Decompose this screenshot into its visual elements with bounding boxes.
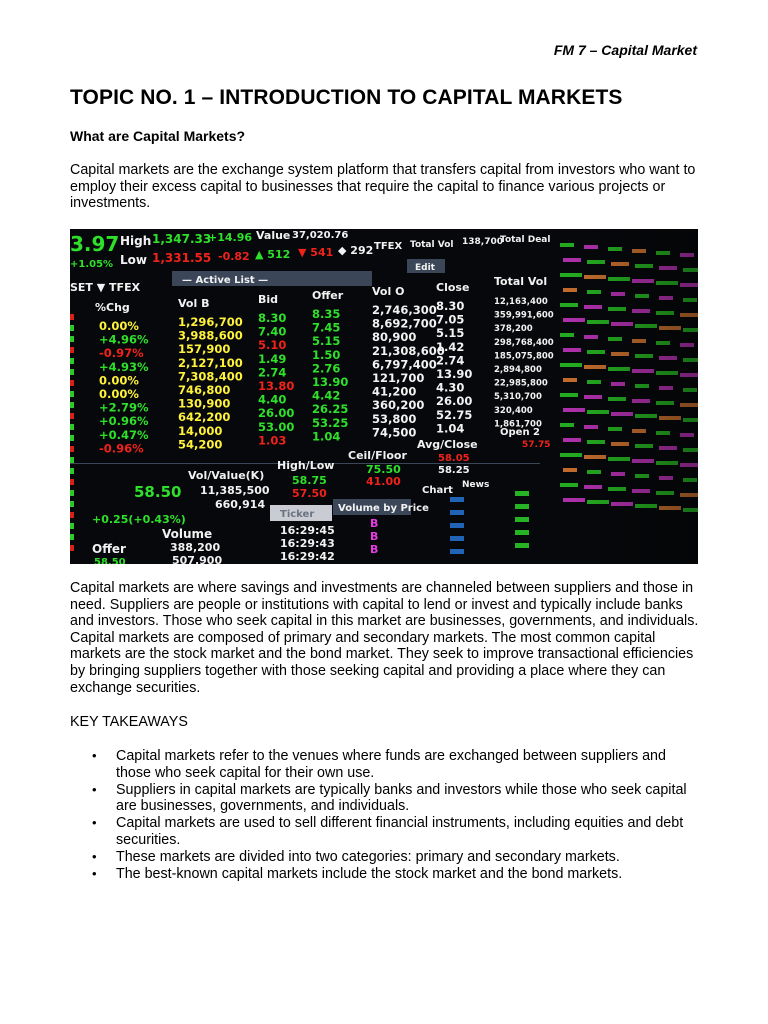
list-item: • Suppliers in capital markets are typically banks and investors while those who seek capital are businesses, governments, and individuals. [92, 781, 687, 815]
bullet-icon: • [92, 781, 97, 797]
key-takeaways-heading: KEY TAKEAWAYS [70, 714, 188, 730]
page-header: FM 7 – Capital Market [553, 42, 697, 58]
bullet-icon: • [92, 748, 97, 763]
section-subtitle: What are Capital Markets? [70, 128, 246, 144]
list-item: • The best-known capital markets include the stock market and the bond markets. [92, 866, 623, 883]
stock-board-illustration [70, 229, 698, 564]
list-item: • Capital markets refer to the venues where funds are exchanged between suppliers and those who seek capital for their own use. [92, 748, 666, 781]
bullet-icon: • [92, 815, 97, 831]
key-takeaways-list [70, 748, 700, 883]
bullet-icon: • [92, 849, 97, 865]
list-item: • Capital markets are used to sell different financial instruments, including equities and debt securities. [92, 815, 684, 848]
bullet-icon: • [92, 866, 97, 882]
body-paragraph: Capital markets are where savings and investments are channeled between suppliers and those in need. Suppliers are people or institutions with capital to lend or invest and typically include banks and investors. Those who seek capital in this market are businesses, governments, and individuals. Capital markets are composed of primary and secondary markets. The most common capital markets are the stock market and the bond market. They seek to improve transactional efficiencies by bringing suppliers together with those seeking capital and providing a place where they can exchange securities. [70, 580, 699, 696]
list-item: • These markets are divided into two categories: primary and secondary markets. [92, 849, 620, 866]
stock-board-photo [70, 229, 698, 564]
intro-paragraph: Capital markets are the exchange system platform that transfers capital from investors who want to employ their excess capital to businesses that require the capital to finance various projects or investments. [70, 162, 696, 212]
page-title: TOPIC NO. 1 – INTRODUCTION TO CAPITAL MARKETS [70, 86, 623, 109]
